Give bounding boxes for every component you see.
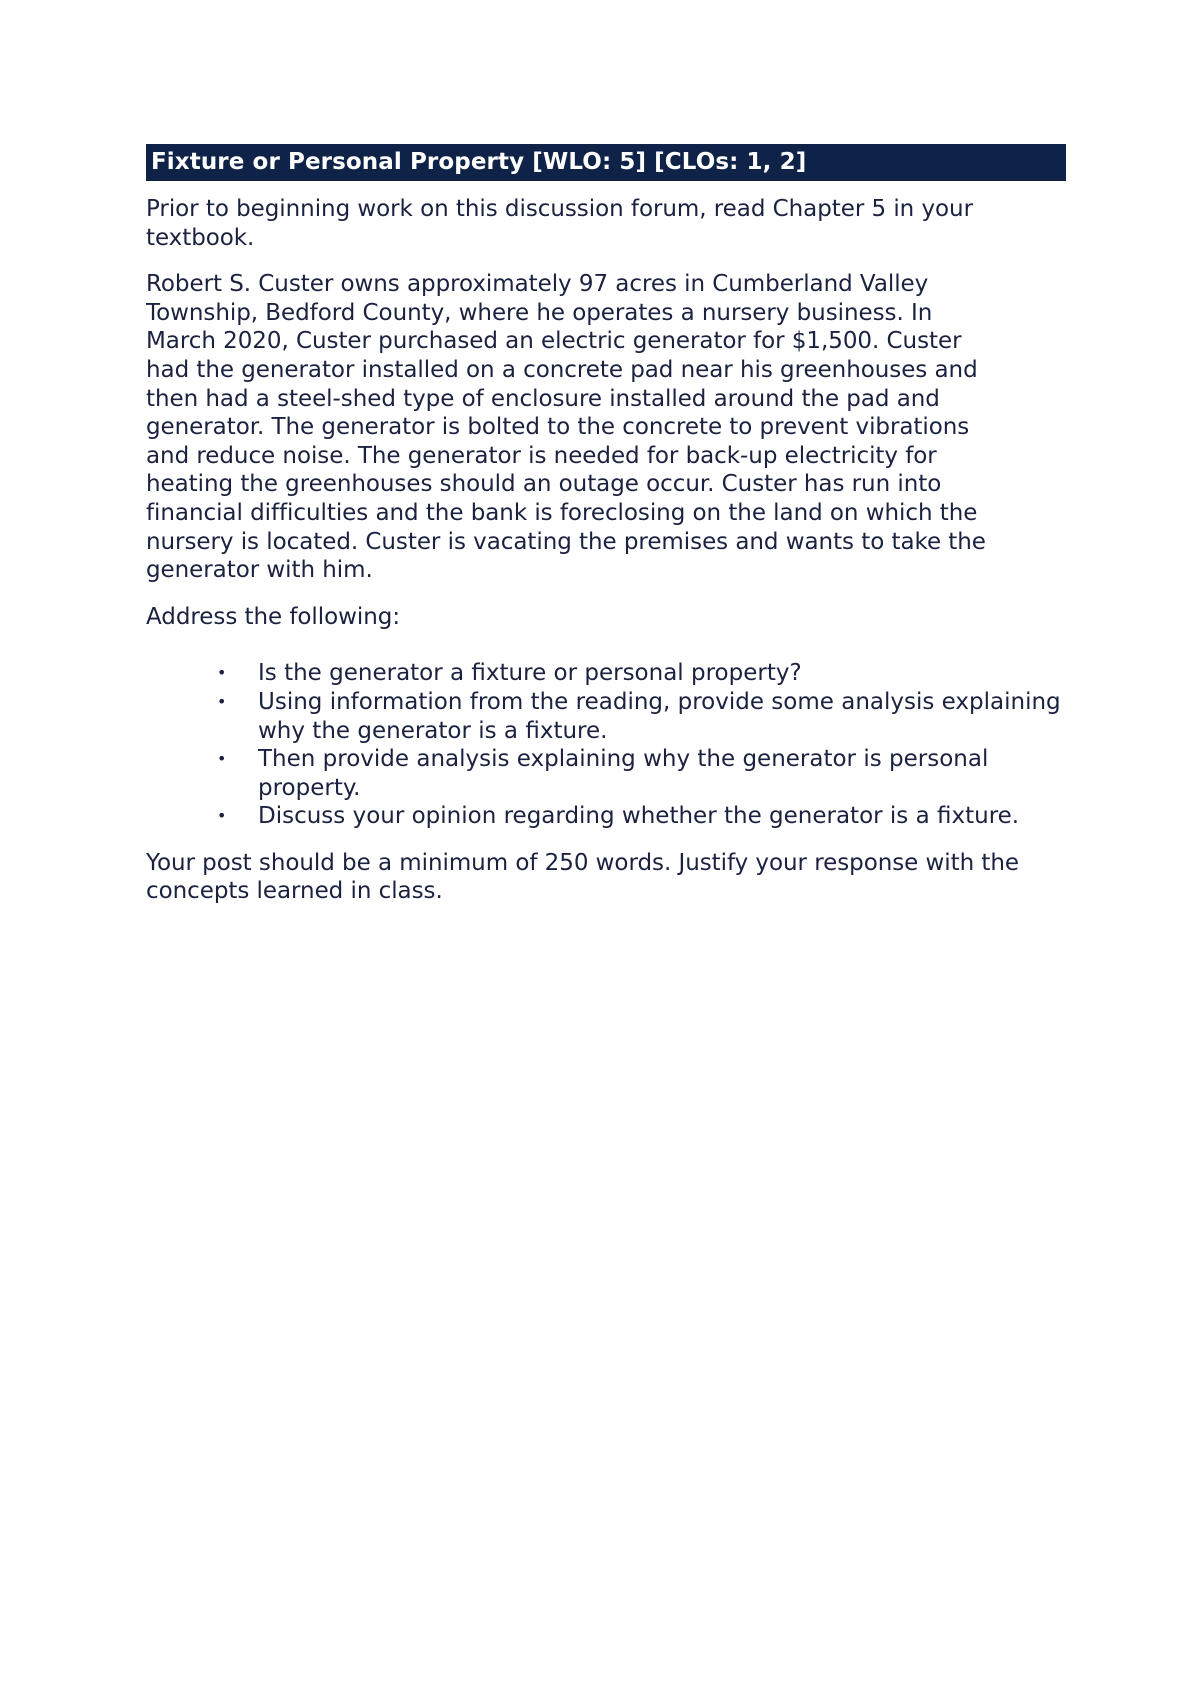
- scenario-line: nursery is located. Custer is vacating the premises and wants to take the: [146, 528, 986, 555]
- closing-paragraph: Your post should be a minimum of 250 words. Justify your response with the concepts learned in class.: [146, 849, 1019, 905]
- list-item: [146, 659, 1066, 688]
- scenario-line: Township, Bedford County, where he operates a nursery business. In: [146, 299, 933, 326]
- task-text: Using information from the reading, provide some analysis explaining why the generator is a fixture.: [258, 688, 1061, 744]
- address-label: Address the following:: [146, 603, 401, 630]
- bullet-icon: •: [217, 691, 227, 711]
- scenario-line: March 2020, Custer purchased an electric generator for $1,500. Custer: [146, 328, 962, 355]
- scenario-line: then had a steel-shed type of enclosure installed around the pad and: [146, 385, 940, 412]
- list-item: [146, 802, 1066, 831]
- task-list: [146, 659, 1066, 831]
- task-text: Is the generator a fixture or personal property?: [258, 660, 802, 687]
- document-title: Fixture or Personal Property [WLO: 5] [CLOs: 1, 2]: [146, 144, 1066, 181]
- bullet-icon: •: [217, 749, 227, 769]
- scenario-line: generator with him.: [146, 557, 373, 584]
- bullet-icon: •: [217, 663, 227, 683]
- scenario-line: and reduce noise. The generator is needed for back-up electricity for: [146, 442, 937, 469]
- intro-paragraph: Prior to beginning work on this discussion forum, read Chapter 5 in your textbook.: [146, 196, 973, 251]
- bullet-icon: •: [217, 806, 227, 826]
- scenario-line: had the generator installed on a concrete pad near his greenhouses and: [146, 356, 978, 383]
- scenario-line: heating the greenhouses should an outage occur. Custer has run into: [146, 471, 942, 498]
- task-text: Discuss your opinion regarding whether the generator is a fixture.: [258, 803, 1020, 830]
- list-item: [146, 745, 1066, 802]
- task-text: Then provide analysis explaining why the generator is personal property.: [258, 746, 989, 801]
- scenario-line: financial difficulties and the bank is foreclosing on the land on which the: [146, 499, 978, 526]
- scenario-line: generator. The generator is bolted to the concrete to prevent vibrations: [146, 414, 970, 441]
- document-page: [146, 144, 1066, 906]
- scenario-line: Robert S. Custer owns approximately 97 acres in Cumberland Valley: [146, 271, 929, 298]
- list-item: [146, 688, 1066, 745]
- scenario-paragraph: [146, 270, 1066, 585]
